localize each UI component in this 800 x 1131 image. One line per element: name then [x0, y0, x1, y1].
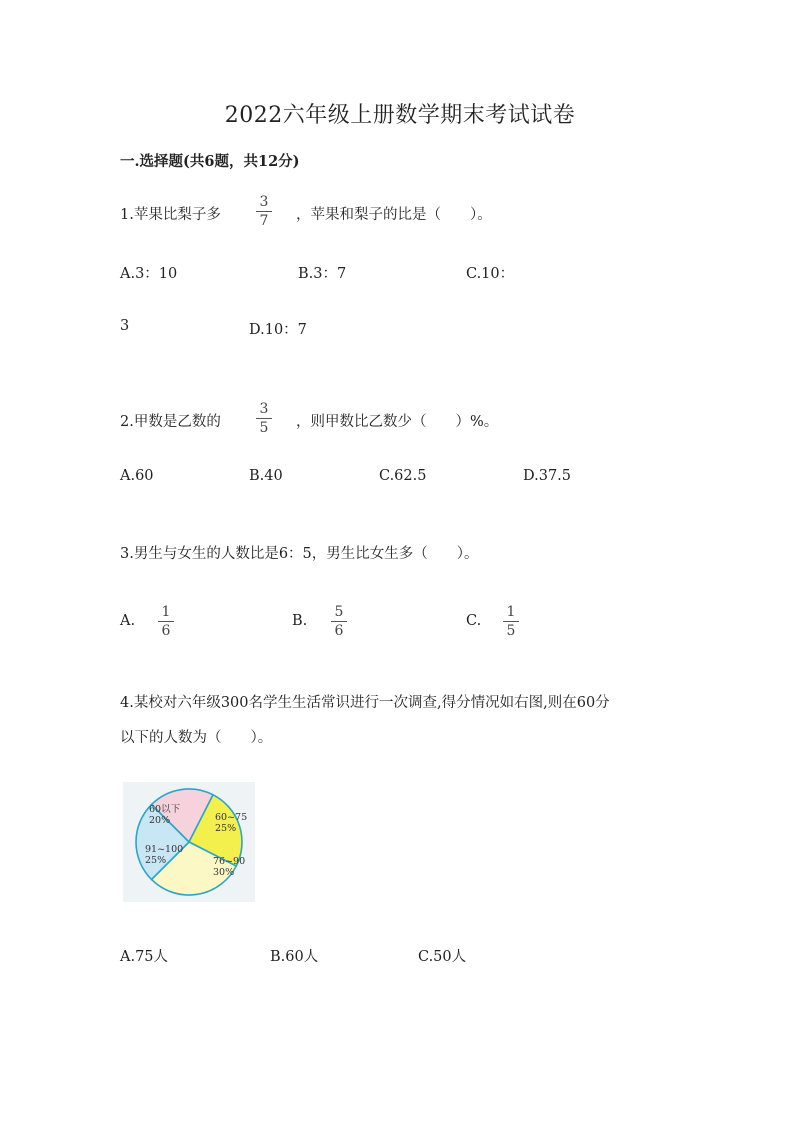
pie-slice-value-label: 25% — [215, 823, 237, 834]
question-1-option-b[interactable]: B.3：7 — [298, 266, 347, 282]
pie-slice-value-label: 25% — [145, 855, 167, 866]
question-1-text: 1.苹果比梨子多 — [120, 207, 221, 223]
fraction-bar — [256, 418, 272, 419]
question-2-option-b[interactable]: B.40 — [249, 468, 283, 484]
question-2-option-c[interactable]: C.62.5 — [379, 468, 427, 484]
question-4-option-a[interactable]: A.75人 — [120, 949, 169, 965]
question-2-suffix: ，则甲数比乙数少（ ）%。 — [296, 414, 499, 430]
pie-slice-value-label: 30% — [213, 867, 235, 878]
option-label: B. — [292, 613, 308, 629]
question-4-text-line-1: 4.某校对六年级300名学生生活常识进行一次调查,得分情况如右图,则在60分 — [120, 695, 610, 711]
question-1-option-c[interactable]: C.10： — [466, 266, 515, 282]
fraction-denominator: 7 — [259, 213, 269, 229]
pie-chart-svg — [123, 782, 255, 902]
question-2-text: 2.甲数是乙数的 — [120, 414, 221, 430]
fraction-bar — [158, 621, 174, 622]
question-2-option-a[interactable]: A.60 — [120, 468, 154, 484]
fraction-denominator: 6 — [334, 623, 344, 639]
pie-slice-value-label: 20% — [149, 815, 171, 826]
fraction-numerator: 1 — [506, 604, 516, 620]
option-fraction — [331, 604, 347, 639]
question-3-text: 3.男生与女生的人数比是6：5，男生比女生多（ ）。 — [120, 546, 479, 562]
question-4-text-line-2: 以下的人数为（ ）。 — [120, 730, 273, 746]
option-fraction — [503, 604, 519, 639]
question-1-option-d[interactable]: D.10：7 — [249, 322, 307, 338]
pie-slice-label: 76~90 — [213, 856, 246, 867]
question-2-option-d[interactable]: D.37.5 — [523, 468, 572, 484]
score-pie-chart — [123, 782, 255, 902]
option-fraction — [158, 604, 174, 639]
question-1-option-c-continued[interactable]: 3 — [120, 318, 130, 334]
fraction-denominator: 6 — [161, 623, 171, 639]
fraction-numerator: 1 — [161, 604, 171, 620]
pie-slice-label: 60以下 — [149, 804, 181, 815]
question-4-option-b[interactable]: B.60人 — [270, 949, 319, 965]
pie-slice-label: 91~100 — [145, 844, 184, 855]
fraction-numerator: 3 — [259, 194, 269, 210]
fraction-bar — [331, 621, 347, 622]
question-2-fraction — [256, 401, 272, 436]
question-1-fraction — [256, 194, 272, 229]
fraction-bar — [256, 211, 272, 212]
question-1-suffix: ，苹果和梨子的比是（ ）。 — [296, 207, 492, 223]
fraction-bar — [503, 621, 519, 622]
option-label: C. — [466, 613, 482, 629]
fraction-numerator: 5 — [334, 604, 344, 620]
fraction-denominator: 5 — [506, 623, 516, 639]
fraction-numerator: 3 — [259, 401, 269, 417]
section-title: 一.选择题(共6题，共12分) — [120, 153, 300, 170]
pie-slice-label: 60~75 — [215, 812, 248, 823]
question-4-option-c[interactable]: C.50人 — [418, 949, 467, 965]
option-label: A. — [120, 613, 136, 629]
fraction-denominator: 5 — [259, 420, 269, 436]
question-1-option-a[interactable]: A.3：10 — [120, 266, 178, 282]
page-title: 2022六年级上册数学期末考试试卷 — [224, 103, 576, 128]
